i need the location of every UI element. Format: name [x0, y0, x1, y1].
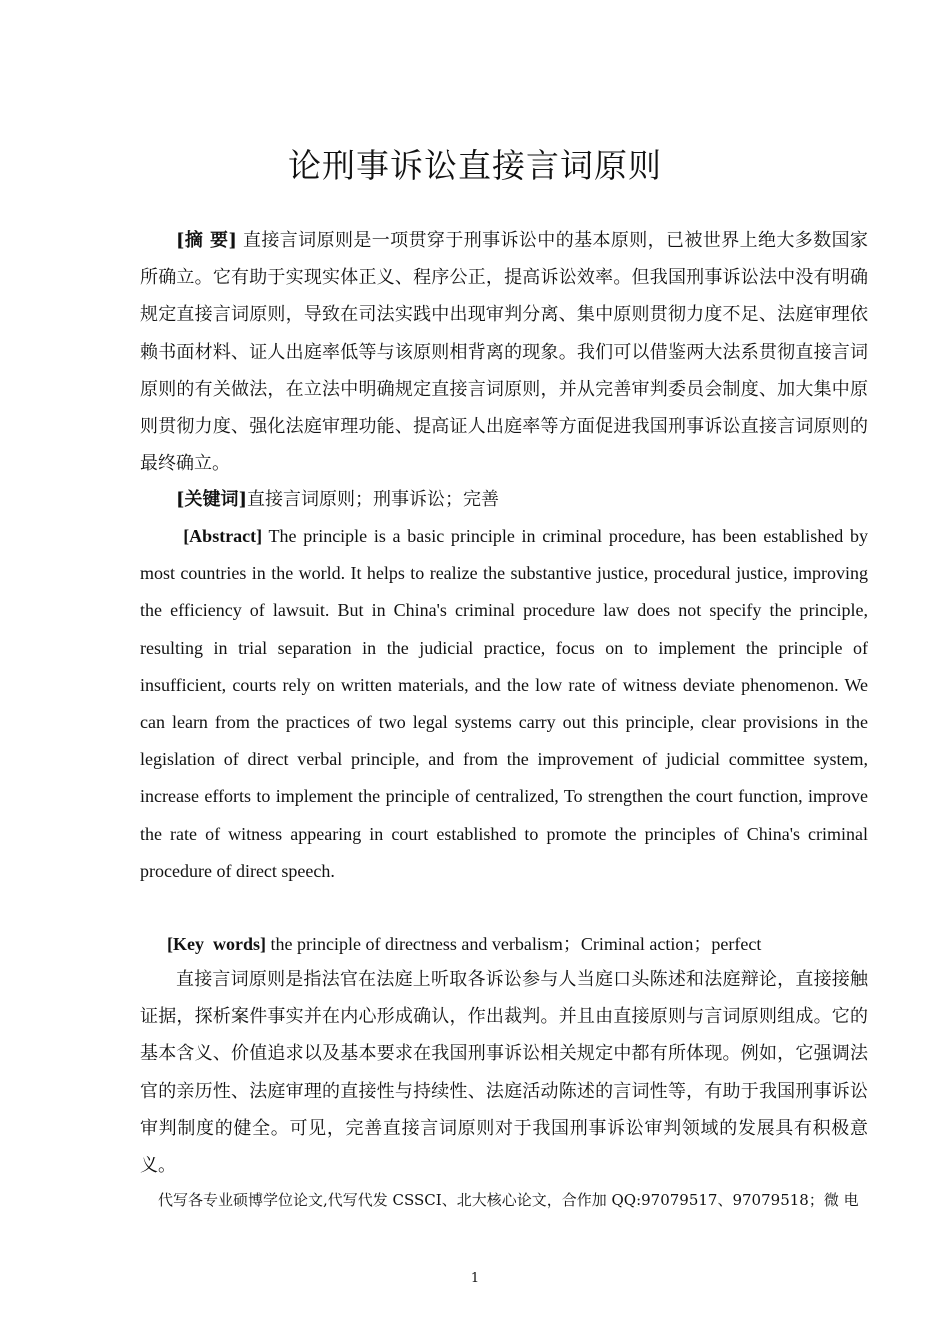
abstract-cn-label: [摘 要] — [176, 230, 237, 251]
document-title: 论刑事诉讼直接言词原则 — [288, 146, 662, 185]
keywords-en-label: [Key words] — [167, 934, 266, 955]
body-text — [140, 961, 868, 1184]
keywords-en-text: the principle of directness and verbalism；Criminal action；perfect — [270, 934, 762, 955]
footer-note: 代写各专业硕博学位论文,代写代发 CSSCI、北大核心论文，合作加 QQ:97079517、97079518；微 电 — [158, 1191, 859, 1209]
chinese-abstract — [140, 222, 868, 482]
chinese-keywords — [140, 481, 868, 518]
english-abstract — [140, 518, 868, 890]
abstract-en-label: [Abstract] — [183, 526, 263, 546]
keywords-cn-label: [关键词] — [176, 489, 248, 510]
body-paragraph: 直接言词原则是指法官在法庭上听取各诉讼参与人当庭口头陈述和法庭辩论，直接接触证据，探析案件事实并在内心形成确认，作出裁判。并且由直接原则与言词原则组成。它的基本含义、价值追求以及基本要求在我国刑事诉讼相关规定中都有所体现。例如，它强调法官的亲历性、法庭审理的直接性与持续性、法庭活动陈述的言词性等，有助于我国刑事诉讼审判制度的健全。可见，完善直接言词原则对于我国刑事诉讼审判领域的发展具有积极意义。 — [140, 969, 868, 1177]
abstract-en-text: The principle is a basic principle in criminal procedure, has been established by most countries in the world. It helps to realize the substantive justice, procedural justice, improving the efficiency of lawsuit. But in China's criminal procedure law does not specify the principle, resulting in trial separation in the judicial practice, focus on to implement the principle of insufficient, courts rely on written materials, and the low rate of witness deviate phenomenon. We can learn from the practices of two legal systems carry out this principle, clear provisions in the legislation of direct verbal principle, and from the improvement of judicial committee system, increase efforts to implement the principle of centralized, To strengthen the court function, improve the rate of witness appearing in court established to promote the principles of China's criminal procedure of direct speech. — [140, 526, 868, 881]
keywords-cn-text: 直接言词原则；刑事诉讼；完善 — [247, 489, 500, 510]
abstract-cn-text: 直接言词原则是一项贯穿于刑事诉讼中的基本原则，已被世界上绝大多数国家所确立。它有助于实现实体正义、程序公正，提高诉讼效率。但我国刑事诉讼法中没有明确规定直接言词原则，导致在司法实践中出现审判分离、集中原则贯彻力度不足、法庭审理依赖书面材料、证人出庭率低等与该原则相背离的现象。我们可以借鉴两大法系贯彻直接言词原则的有关做法，在立法中明确规定直接言词原则，并从完善审判委员会制度、加大集中原则贯彻力度、强化法庭审理功能、提高证人出庭率等方面促进我国刑事诉讼直接言词原则的最终确立。 — [140, 230, 868, 475]
page-number: 1 — [470, 1271, 480, 1286]
